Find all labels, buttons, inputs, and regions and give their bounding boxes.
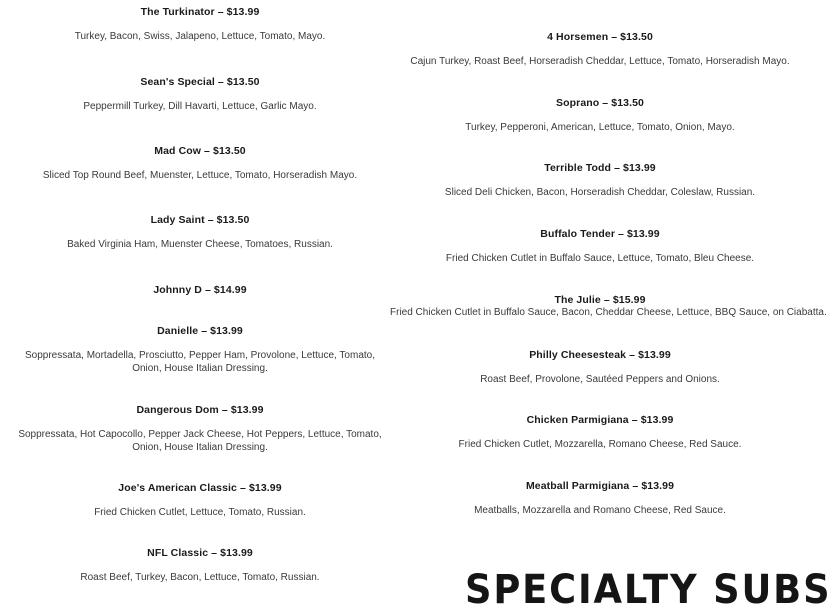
menu-item-danielle: [0, 325, 400, 375]
menu-item-name: Lady Saint – $13.50: [150, 214, 250, 226]
menu-item-name: The Turkinator – $13.99: [140, 6, 260, 18]
menu-item-name: NFL Classic – $13.99: [147, 547, 253, 559]
menu-item-name: Dangerous Dom – $13.99: [136, 404, 264, 416]
menu-item-name: Mad Cow – $13.50: [154, 145, 246, 157]
menu-item-nfl-classic: [0, 547, 400, 584]
menu-item-name: Terrible Todd – $13.99: [544, 162, 656, 174]
menu-item-the-julie: [400, 294, 800, 306]
menu-item-turkinator: [0, 6, 400, 43]
menu-item-description: Fried Chicken Cutlet in Buffalo Sauce, Lettuce, Tomato, Bleu Cheese.: [445, 253, 755, 264]
menu-item-description: Fried Chicken Cutlet, Mozzarella, Romano Cheese, Red Sauce.: [458, 439, 742, 450]
menu-item-name: Buffalo Tender – $13.99: [540, 228, 660, 240]
menu-item-description: Sliced Top Round Beef, Muenster, Lettuce, Tomato, Horseradish Mayo.: [42, 170, 358, 181]
menu-item-description: Meatballs, Mozzarella and Romano Cheese, Red Sauce.: [474, 505, 726, 516]
menu-item-description: Peppermill Turkey, Dill Havarti, Lettuce, Garlic Mayo.: [83, 101, 317, 112]
menu-item-description: Turkey, Bacon, Swiss, Jalapeno, Lettuce, Tomato, Mayo.: [74, 31, 326, 42]
menu-item-name: Johnny D – $14.99: [153, 284, 247, 296]
menu-item-description: Soppressata, Hot Capocollo, Pepper Jack Cheese, Hot Peppers, Lettuce, Tomato, Onion, House Italian Dressing.: [18, 429, 382, 453]
menu-item-4-horsemen: [400, 31, 800, 68]
menu-item-description: Soppressata, Mortadella, Prosciutto, Pepper Ham, Provolone, Lettuce, Tomato, Onion, House Italian Dressing.: [25, 350, 375, 374]
menu-item-description: Fried Chicken Cutlet in Buffalo Sauce, Bacon, Cheddar Cheese, Lettuce, BBQ Sauce, on Ciabatta.: [390, 307, 827, 318]
menu-item-name: Sean's Special – $13.50: [140, 76, 260, 88]
menu-item-description: Roast Beef, Provolone, Sautéed Peppers and Onions.: [480, 374, 720, 385]
menu-item-description: Sliced Deli Chicken, Bacon, Horseradish Cheddar, Coleslaw, Russian.: [444, 187, 756, 198]
right-menu-column: [390, 0, 827, 600]
left-menu-column: [0, 0, 400, 600]
menu-item-name: Chicken Parmigiana – $13.99: [526, 414, 674, 426]
menu-item-joes-american-classic: [0, 482, 400, 519]
menu-item-chicken-parmigiana: [400, 414, 800, 451]
menu-item-name: The Julie – $15.99: [554, 294, 646, 306]
menu-item-dangerous-dom: [0, 404, 400, 454]
menu-item-name: 4 Horsemen – $13.50: [547, 31, 653, 43]
menu-item-soprano: [400, 97, 800, 134]
menu-item-name: Danielle – $13.99: [157, 325, 243, 337]
menu-item-the-julie-description: [390, 306, 827, 319]
menu-item-lady-saint: [0, 214, 400, 251]
menu-item-name: Philly Cheesesteak – $13.99: [529, 349, 671, 361]
menu-item-buffalo-tender: [400, 228, 800, 265]
banner-heading: SPECIALTY SUBS: [465, 567, 831, 613]
menu-item-description: Cajun Turkey, Roast Beef, Horseradish Cheddar, Lettuce, Tomato, Horseradish Mayo.: [410, 56, 790, 67]
specialty-subs-banner: [465, 567, 831, 613]
menu-item-description: Turkey, Pepperoni, American, Lettuce, Tomato, Onion, Mayo.: [465, 122, 735, 133]
menu-item-seans-special: [0, 76, 400, 113]
menu-item-mad-cow: [0, 145, 400, 182]
menu-item-johnny-d: [0, 284, 400, 296]
menu-item-meatball-parmigiana: [400, 480, 800, 517]
menu-item-description: Roast Beef, Turkey, Bacon, Lettuce, Tomato, Russian.: [80, 572, 320, 583]
menu-item-name: Soprano – $13.50: [556, 97, 644, 109]
menu-item-description: Baked Virginia Ham, Muenster Cheese, Tomatoes, Russian.: [67, 239, 333, 250]
menu-item-name: Joe's American Classic – $13.99: [118, 482, 282, 494]
menu-item-description: Fried Chicken Cutlet, Lettuce, Tomato, Russian.: [94, 507, 306, 518]
menu-item-terrible-todd: [400, 162, 800, 199]
menu-item-name: Meatball Parmigiana – $13.99: [525, 480, 675, 492]
menu-item-philly-cheesesteak: [400, 349, 800, 386]
